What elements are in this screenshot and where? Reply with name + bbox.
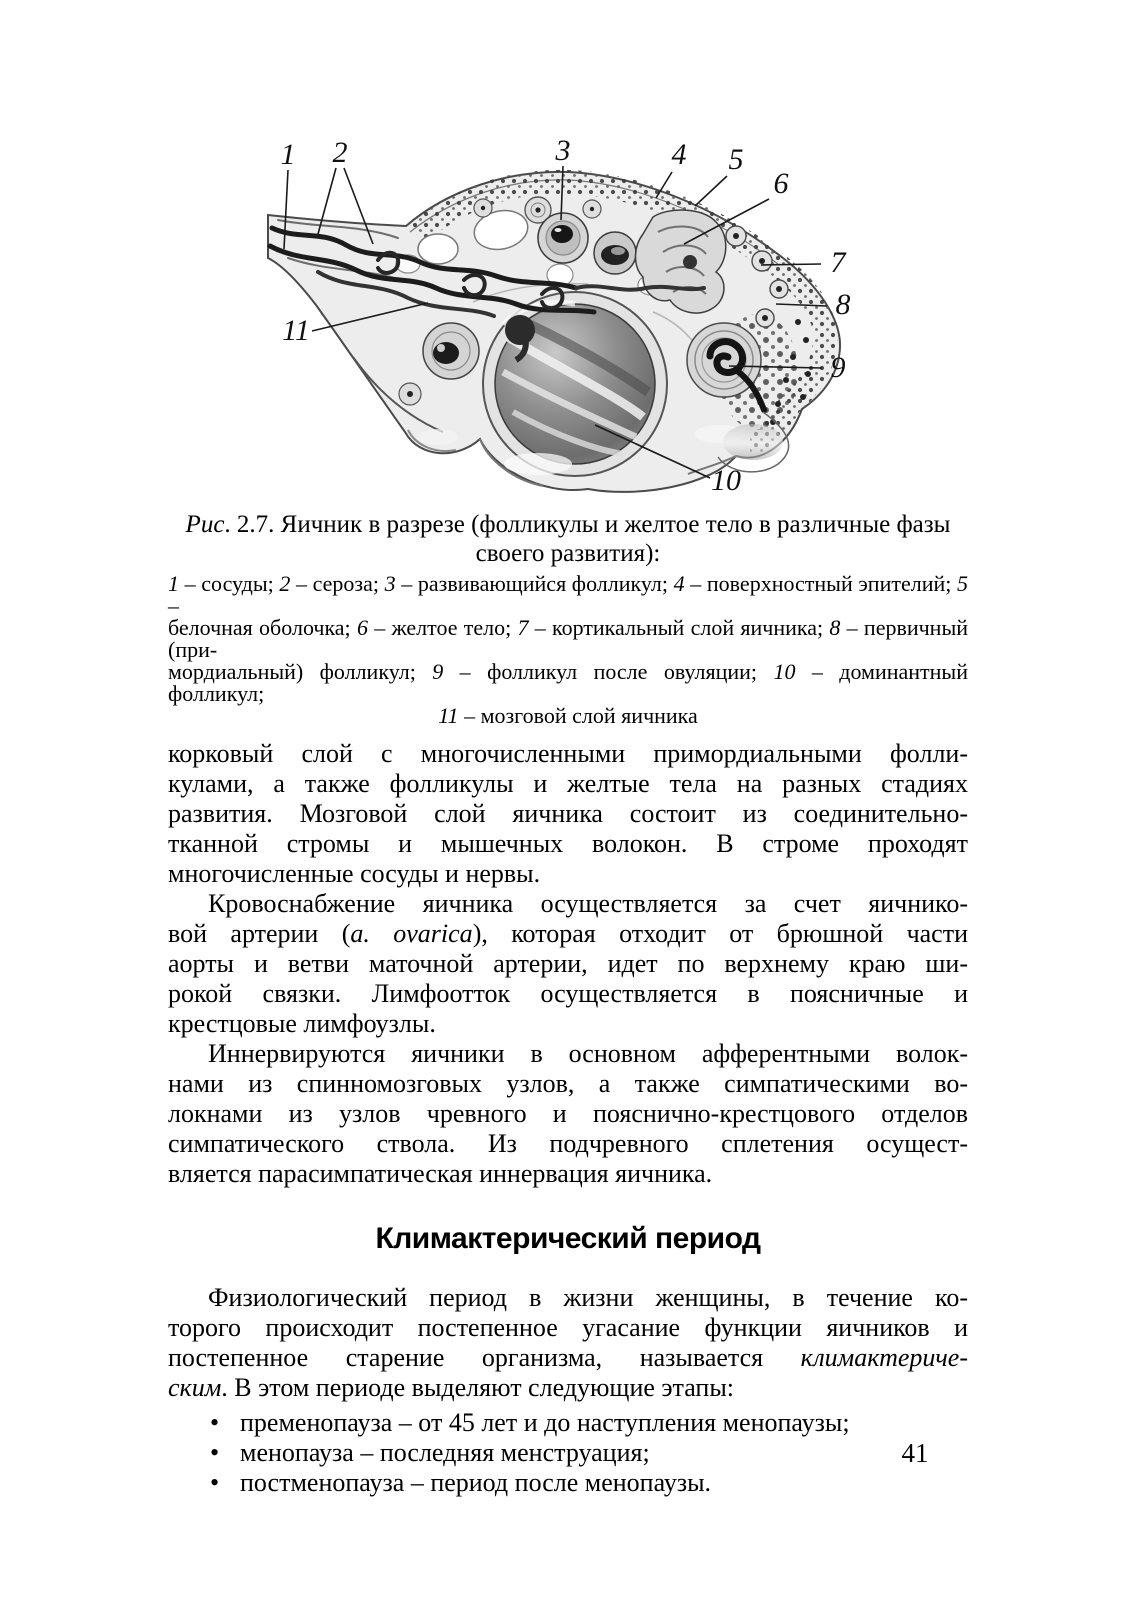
bullet-icon: • [210, 1438, 220, 1467]
figure-label-9: 9 [830, 351, 846, 384]
bullet-text: пременопауза – от 45 лет и до наступления менопаузы; [240, 1408, 850, 1437]
italic-text: ским [168, 1373, 222, 1402]
figure-label-5: 5 [728, 143, 744, 176]
text-span: – развивающийся фолликул; [395, 571, 674, 596]
text-span: – первичный (при- [168, 615, 969, 662]
list-item [168, 1438, 968, 1468]
text-span: крестцовые лимфоузлы. [168, 1009, 436, 1038]
text-line [168, 617, 968, 661]
text-span: – доминантный фолликул; [168, 659, 968, 706]
text-block [168, 0, 968, 1498]
text-span: Кровоснабжение яичника осуществляется за счет яичнико- [208, 889, 968, 918]
text-span: – поверхностный эпителий; [684, 571, 957, 596]
figure-label-3: 3 [555, 134, 571, 167]
text-line [168, 573, 968, 617]
text-span: – кортикальный слой яичника; [528, 615, 830, 640]
text-span: – сероза; [290, 571, 385, 596]
text-span: мордиальный) фолликул; [168, 659, 433, 684]
bullet-text: менопауза – последняя менструация; [240, 1438, 650, 1467]
text-line [168, 979, 968, 1009]
italic-text: 7 [517, 615, 529, 640]
text-span: нами из спинномозговых узлов, а также симпатическими во- [168, 1069, 968, 1098]
italic-text: 1 [168, 571, 179, 596]
text-line [168, 1373, 968, 1403]
italic-text: 9 [432, 659, 444, 684]
text-line [168, 739, 968, 769]
text-span: симпатического ствола. Из подчревного сплетения осущест- [168, 1129, 968, 1158]
text-line [168, 1069, 968, 1099]
figure-label-11: 11 [282, 314, 310, 347]
text-span: кулами, а также фолликулы и желтые тела на разных стадиях [168, 769, 968, 798]
paragraph-cortex [168, 739, 968, 889]
text-span: – сосуды; [179, 571, 280, 596]
text-line [168, 859, 968, 889]
bullet-icon: • [210, 1408, 220, 1437]
text-span: белочная оболочка; [168, 615, 357, 640]
text-line [168, 1159, 968, 1189]
text-span: вляется парасимпатическая иннервация яичника. [168, 1159, 713, 1188]
text-line [168, 1129, 968, 1159]
text-span: – [168, 593, 179, 618]
figure-label-8: 8 [835, 288, 851, 321]
text-line [168, 1343, 968, 1373]
text-span: локнами из узлов чревного и пояснично-крестцового отделов [168, 1099, 968, 1128]
text-span: постепенное старение организма, называется [168, 1343, 801, 1372]
text-line [168, 799, 968, 829]
paragraph-innervation [168, 1039, 968, 1189]
text-line [168, 510, 968, 539]
text-span: рокой связки. Лимфоотток осуществляется в поясничные и [168, 979, 968, 1008]
figure-label-7: 7 [830, 246, 846, 279]
italic-text: 11 [438, 703, 459, 728]
climacteric-stages-list [168, 1408, 968, 1498]
list-item [168, 1408, 968, 1438]
figure-label-1: 1 [280, 138, 296, 171]
text-span: торого происходит постепенное угасание функции яичников и [168, 1313, 968, 1342]
text-span: многочисленные сосуды и нервы. [168, 859, 541, 888]
text-span: корковый слой с многочисленными примордиальными фолли- [168, 739, 968, 768]
text-line [168, 769, 968, 799]
text-line [168, 1099, 968, 1129]
text-line [168, 1009, 968, 1039]
list-item [168, 1468, 968, 1498]
italic-text: 4 [673, 571, 685, 596]
italic-text: Рис [185, 511, 225, 538]
figure-caption [168, 510, 968, 568]
figure-legend [168, 573, 968, 727]
page-number: 41 [901, 1438, 929, 1468]
text-line [168, 829, 968, 859]
text-span: . В этом периоде выделяют следующие этапы: [221, 1373, 735, 1402]
text-span: тканной стромы и мышечных волокон. В строме проходят [168, 829, 968, 858]
italic-text: 5 [957, 571, 968, 596]
paragraph-climacteric [168, 1283, 968, 1403]
text-span: . 2.7. Яичник в разрезе (фолликулы и желтое тело в различные фазы [224, 511, 951, 538]
text-line [168, 919, 968, 949]
text-span: ), которая отходит от брюшной части [472, 919, 968, 948]
italic-text: a. ovarica [350, 919, 473, 948]
text-line [168, 661, 968, 705]
text-line [168, 949, 968, 979]
text-span: – желтое тело; [367, 615, 518, 640]
paragraph-blood-supply [168, 889, 968, 1039]
text-line [168, 705, 968, 727]
figure-label-4: 4 [671, 138, 687, 171]
figure-label-2: 2 [332, 136, 348, 169]
text-span: аорты и ветви маточной артерии, идет по верхнему краю ши- [168, 949, 968, 978]
italic-text: 2 [279, 571, 291, 596]
text-span: Физиологический период в жизни женщины, в течение ко- [208, 1283, 968, 1312]
text-span: вой артерии ( [168, 919, 351, 948]
text-span: – фолликул после овуляции; [443, 659, 774, 684]
text-line [168, 1283, 968, 1313]
section-heading: Климактерический период [375, 1222, 761, 1255]
italic-text: 6 [356, 615, 368, 640]
italic-text: 8 [829, 615, 841, 640]
text-line [168, 539, 968, 568]
italic-text: климактериче- [800, 1343, 968, 1372]
italic-text: 3 [384, 571, 396, 596]
bullet-icon: • [210, 1468, 220, 1497]
italic-text: 10 [773, 659, 796, 684]
figure-label-6: 6 [773, 167, 789, 200]
text-line [168, 1039, 968, 1069]
text-span: своего развития): [475, 540, 661, 567]
text-span: развития. Мозговой слой яичника состоит из соединительно- [168, 799, 968, 828]
text-line [168, 1313, 968, 1343]
text-line [168, 889, 968, 919]
text-span: Иннервируются яичники в основном афферентными волок- [208, 1039, 968, 1068]
bullet-text: постменопауза – период после менопаузы. [240, 1468, 712, 1497]
text-span: – мозговой слой яичника [458, 703, 698, 728]
figure-label-10: 10 [711, 464, 741, 497]
